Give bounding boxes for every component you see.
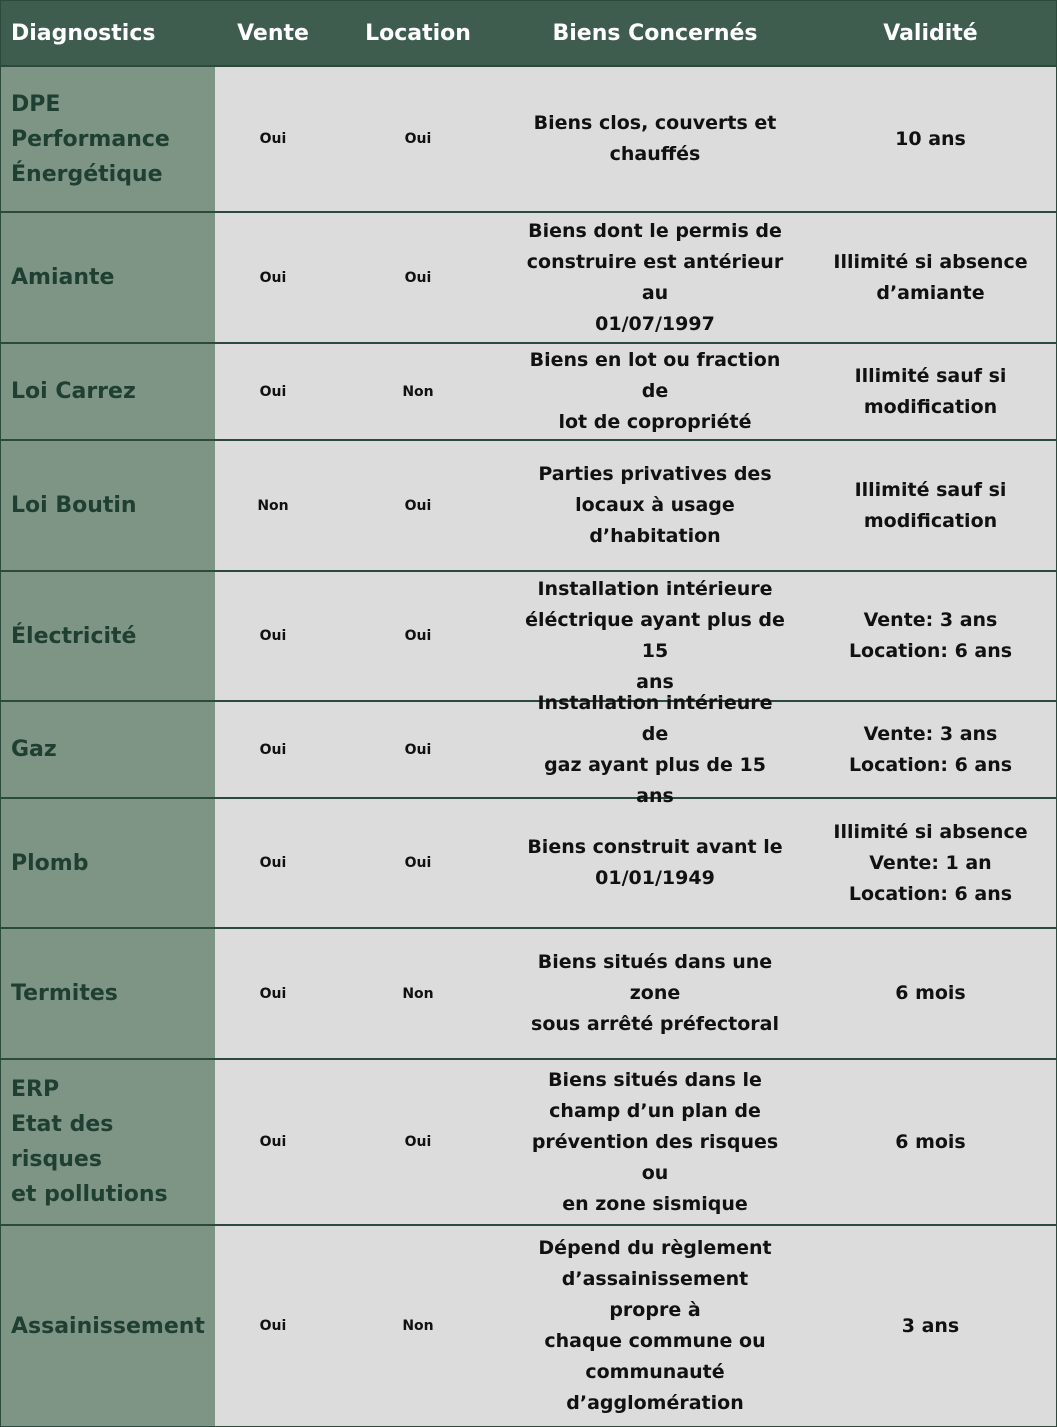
row-location-value: Oui — [404, 131, 432, 147]
row-location-value: Oui — [404, 855, 432, 871]
row-validite: Illimité sauf si modification — [854, 478, 1007, 532]
table-header — [1, 1, 1056, 67]
header-biens-concernes: Biens Concernés — [552, 20, 758, 46]
row-vente-value: Oui — [259, 628, 287, 644]
row-vente-value: Oui — [259, 269, 287, 286]
row-vente-value: Oui — [259, 1318, 287, 1334]
row-vente-value: Oui — [259, 1134, 287, 1150]
row-diagnostic-name: Plomb — [1, 799, 215, 927]
row-biens-concernes: Biens situés dans une zone sous arrêté préfectoral — [531, 951, 779, 1035]
row-location-value: Non — [402, 985, 434, 1002]
row-validite: 6 mois — [895, 982, 966, 1004]
table-row — [1, 213, 1056, 344]
row-location-value: Oui — [404, 628, 432, 644]
row-biens-concernes: Biens construit avant le 01/01/1949 — [527, 836, 783, 889]
row-diagnostic-name: Termites — [1, 929, 215, 1058]
row-vente-value: Non — [257, 497, 289, 514]
row-validite: Illimité si absence Vente: 1 an Location: 6 ans — [833, 820, 1028, 905]
header-validite: Validité — [883, 20, 978, 46]
row-diagnostic-name: Assainissement — [1, 1226, 215, 1426]
row-biens-concernes: Biens dont le permis de construire est antérieur au 01/07/1997 — [526, 219, 784, 335]
row-vente-value: Oui — [259, 985, 287, 1002]
row-vente-value: Oui — [259, 855, 287, 871]
row-location-value: Non — [402, 1318, 434, 1334]
table-row — [1, 929, 1056, 1060]
row-diagnostic-name: Électricité — [1, 572, 215, 700]
row-vente-value: Oui — [259, 383, 287, 400]
row-biens-concernes: Biens clos, couverts et chauffés — [533, 112, 777, 165]
row-validite: Illimité si absence d’amiante — [833, 250, 1028, 304]
table-row — [1, 1060, 1056, 1226]
row-validite: Vente: 3 ans Location: 6 ans — [848, 609, 1013, 662]
row-biens-concernes: Biens situés dans le champ d’un plan de prévention des risques ou en zone sismique — [531, 1068, 779, 1215]
row-location-value: Oui — [404, 497, 432, 514]
table-row — [1, 691, 1056, 807]
row-diagnostic-name: DPE Performance Énergétique — [1, 67, 215, 211]
row-diagnostic-name: Loi Carrez — [1, 344, 215, 439]
table-row — [1, 344, 1056, 441]
row-biens-concernes: Dépend du règlement d’assainissement propre à chaque commune ou communauté d’agglomération — [538, 1237, 772, 1414]
row-location-value: Oui — [404, 1134, 432, 1150]
table-row — [1, 67, 1056, 213]
row-vente-value: Oui — [259, 741, 287, 758]
row-validite: Vente: 3 ans Location: 6 ans — [848, 722, 1013, 776]
row-biens-concernes: Installation intérieure de gaz ayant plus de 15 ans — [537, 691, 773, 807]
row-diagnostic-name: Gaz — [1, 702, 215, 797]
row-biens-concernes: Parties privatives des locaux à usage d’habitation — [538, 463, 772, 547]
row-location-value: Non — [402, 383, 434, 400]
header-diagnostics: Diagnostics — [11, 20, 156, 46]
row-biens-concernes: Installation intérieure éléctrique ayant plus de 15 ans — [525, 578, 785, 693]
row-diagnostic-name: Amiante — [1, 213, 215, 342]
table-row — [1, 572, 1056, 702]
row-diagnostic-name: Loi Boutin — [1, 441, 215, 570]
table-row — [1, 441, 1056, 572]
row-validite: Illimité sauf si modification — [854, 364, 1007, 418]
table-row — [1, 1226, 1056, 1426]
row-validite: 6 mois — [895, 1130, 966, 1153]
row-diagnostic-name: ERP Etat des risques et pollutions — [1, 1060, 215, 1224]
row-vente-value: Oui — [259, 131, 287, 147]
header-vente: Vente — [237, 20, 309, 46]
row-location-value: Oui — [404, 741, 432, 758]
row-biens-concernes: Biens en lot ou fraction de lot de copropriété — [529, 349, 781, 433]
row-validite: 3 ans — [901, 1314, 960, 1337]
row-validite: 10 ans — [895, 127, 966, 150]
row-location-value: Oui — [404, 269, 432, 286]
header-location: Location — [365, 20, 471, 46]
table-row — [1, 799, 1056, 929]
